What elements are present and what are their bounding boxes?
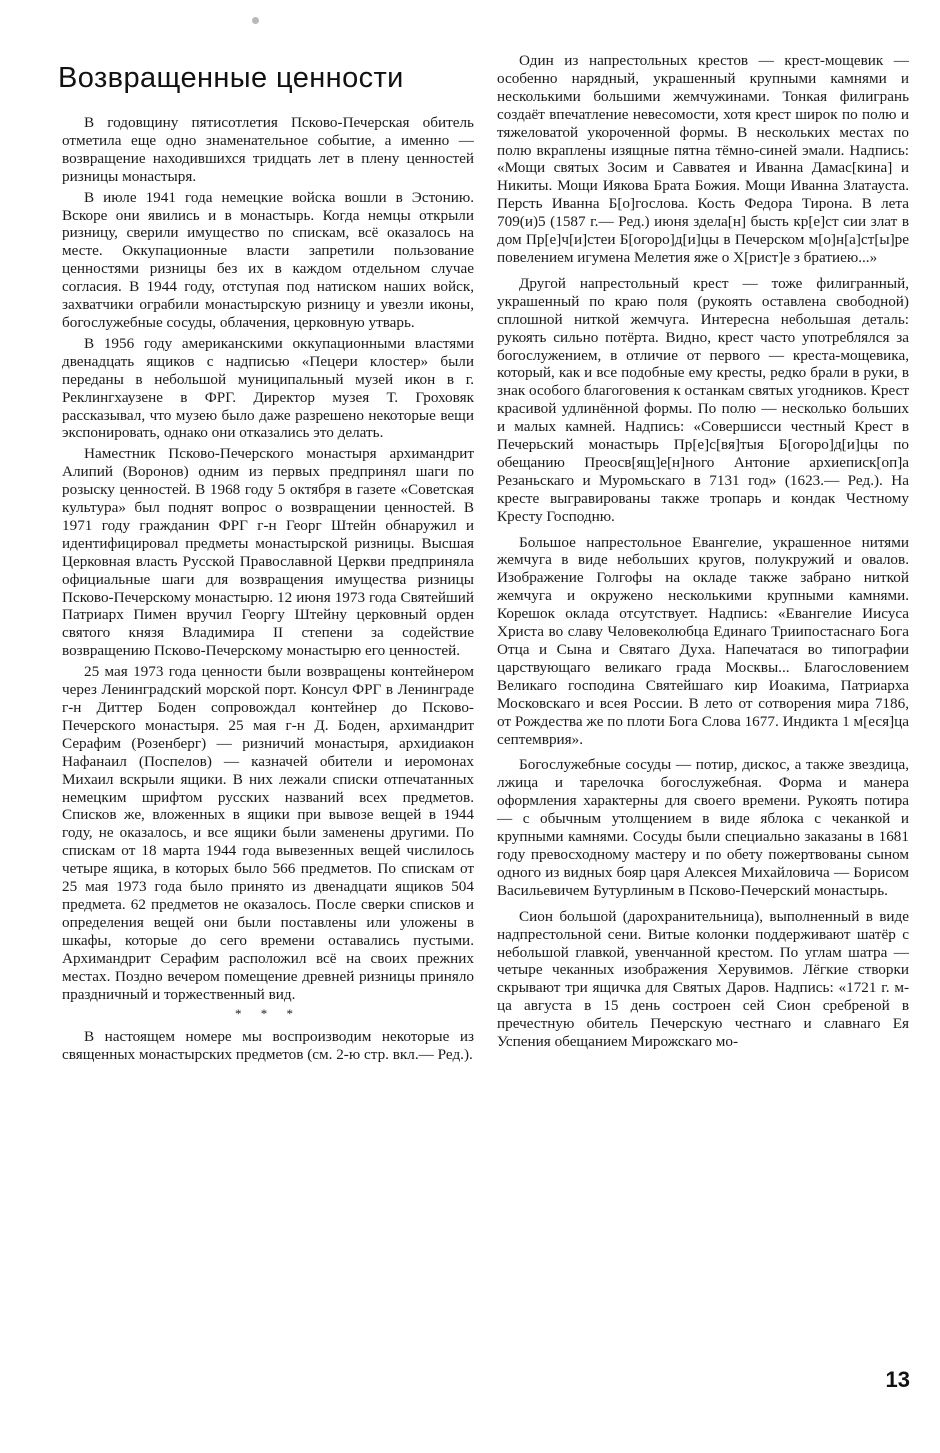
section-separator: * * * (235, 1006, 301, 1022)
paragraph: В годовщину пятисотлетия Псково-Печерская обитель отметила еще одно знаменательное событие, а именно — возвращение находившихся тридцать лет в плену ценностей ризницы монастыря. (62, 114, 474, 185)
paragraph: 25 мая 1973 года ценности были возвращены контейнером через Ленинградский морской порт. Консул ФРГ в Ленинграде г-н Диттер Боден сопровождал контейнер до Псково-Печерского монастыря. 25 мая г-н Д. Боден, архимандрит Серафим (Розенберг) — ризничий монастыря, архидиакон Нафанаил (Поспелов) — казначей обители и иеромонах Михаил вскрыли ящики. В них лежали списки отпечатанных немецким шрифтом русских названий всех предметов. Списков же, вложенных в ящики при вывозе вещей в 1944 году, не оказалось, и все ящики были заменены другими. По спискам от 18 марта 1944 года вывезенных вещей числилось четыре ящика, в которых было 566 предметов. По спискам от 25 мая 1973 года было принято из двенадцати ящиков 504 предмета. 62 предметов не оказалось. После сверки списков и определения вещей они были поставлены или уложены в шкафы, которые до сего времени оставались пустыми. Архимандрит Серафим расположил всё на своих прежних местах. Поздно вечером помещение древней ризницы приняло праздничный и торжественный вид. (62, 663, 474, 1003)
paragraph: Наместник Псково-Печерского монастыря архимандрит Алипий (Воронов) одним из первых предпринял шаги по розыску ценностей. В 1968 году 5 октября в газете «Советская культура» был поднят вопрос о возвращении ценностей. В 1971 году гражданин ФРГ г-н Георг Штейн обнаружил и идентифицировал предметы монастырской ризницы. Высшая Церковная власть Русской Православной Церкви предприняла официальные шаги для возвращения имущества ризницы Псково-Печерскому монастырю. 12 июня 1973 года Святейший Патриарх Пимен вручил Георгу Штейну церковный орден святого князя Владимира II степени за содействие возвращению Псково-Печерскому монастырю его ценностей. (62, 445, 474, 660)
page-number: 13 (885, 1367, 910, 1392)
paragraph: Богослужебные сосуды — потир, дискос, а также звездица, лжица и тарелочка богослужебная. Форма и манера оформления характерны для своего времени. Рукоять потира — с обычным утолщением в виде яблока с чеканкой и крупными камнями. Сосуды были специально заказаны в 1681 году превосходному мастеру и по обету пожертвованы сыном одного из видных бояр царя Алексея Михайловича — Борисом Васильевичем Бутурлиным в Псково-Печерский монастырь. (497, 756, 909, 899)
closing-note: В настоящем номере мы воспроизводим некоторые из священных монастырских предметов (см. 2-ю стр. вкл.— Ред.). (62, 1028, 474, 1064)
right-column (497, 52, 909, 1054)
print-mark (252, 17, 259, 24)
paragraph: Один из напрестольных крестов — крест-мощевик — особенно нарядный, украшенный крупными камнями и несколькими большими жемчужинами. Тонкая филигрань создаёт впечатление невесомости, хотя крест широк по полю и тяжеловатой укороченной формы. В нескольких местах по полю вкраплены изящные пятна тёмно-синей эмали. Надпись: «Мощи святых Зосим и Савватея и Иванна Дамас[кина] и Никиты. Мощи Иякова Брата Божия. Мощи Иванна Златауста. Персть Иванна Б[о]гослова. Кость Федора Тирона. В лета 709(и)5 (1587 г.— Ред.) июня здела[н] бысть кр[е]ст сии злат в дом Пр[е]ч[и]стеи Б[огоро]д[и]цы в Печерском м[о]н[а]ст[ы]ре повелением игумена Мелетия яже о Х[рист]е з братиею...» (497, 52, 909, 266)
paragraph: В 1956 году американскими оккупационными властями двенадцать ящиков с надписью «Пецери клостер» были переданы в небольшой муниципальный музей икон в г. Реклингхаузене в ФРГ. Директор музея Т. Гроховяк рассказывал, что музею было даже разрешено некоторые вещи экспонировать, однако они отказались это делать. (62, 334, 474, 442)
article-title: Возвращенные ценности (58, 62, 404, 94)
left-column (58, 50, 474, 1067)
paragraph: В июле 1941 года немецкие войска вошли в Эстонию. Вскоре они явились и в монастырь. Когда немцы открыли ризницу, сверили имущество по спискам, всё оказалось на месте. Оккупационные власти запретили пользование ценностями ризницы без их в каждом отдельном случае согласия. В 1944 году, отступая под натиском наших войск, захватчики ограбили монастырскую ризницу и увезли иконы, богослужебные сосуды, облачения, церковную утварь. (62, 188, 474, 331)
paragraph: Сион большой (дарохранительница), выполненный в виде надпрестольной сени. Витые колонки поддерживают шатёр с небольшой главкой, увенчанной крестом. По углам шатра — четыре чеканных изображения Херувимов. Лёгкие створки скрывают три ящичка для Святых Даров. Надпись: «1721 г. м-ца августа в 15 день состроен сей Сион сребреной в пречестную обитель Печерскую честнаго и славнаго Ея Успения обещанием Мирожскаго мо- (497, 907, 909, 1051)
paragraph: Другой напрестольный крест — тоже филигранный, украшенный по краю поля (рукоять оставлена свободной) сплошной ниткой жемчуга. Интересна небольшая деталь: рукоять сильно потёрта. Видно, крест часто употреблялся за богослужением, в отличие от первого — креста-мощевика, который, как и все подобные ему кресты, редко брали в руки, в знак особого благоговения к останкам святых угодников. Крест красивой удлинённой формы. По полю — несколько больших и малых камней. Надпись: «Совершисси честный Крест в Печерьский монастырь Пр[е]с[вя]тыя Б[огоро]д[и]цы по обещанию Преосв[ящ]е[н]ного Антоние архиеписк[оп]а Резаньскаго и Муромьскаго в 7131 год» (1623.— Ред.). На кресте выгравированы также тропарь и кондак Честному Кресту Господню. (497, 274, 909, 525)
paragraph: Большое напрестольное Евангелие, украшенное нитями жемчуга в виде небольших кругов, полукружий и овалов. Изображение Голгофы на окладе также забрано ниткой жемчуга и окружено несколькими крупными камнями. Корешок оклада отсутствует. Надпись: «Евангелие Иисуса Христа во славу Человеколюбца Единаго Триипостаснаго Бога Отца и Сына и Святаго Духа. Напечатася во типографии царствующаго великаго града Москвы... Благословением Великаго господина Святейшаго кир Иоакима, Патриарха Московскаго и всея России. В лето от сотворения мира 7186, от Рождества же по плоти Бога Слова 1677. Индикта 1 м[еся]ца септемврия». (497, 533, 909, 748)
